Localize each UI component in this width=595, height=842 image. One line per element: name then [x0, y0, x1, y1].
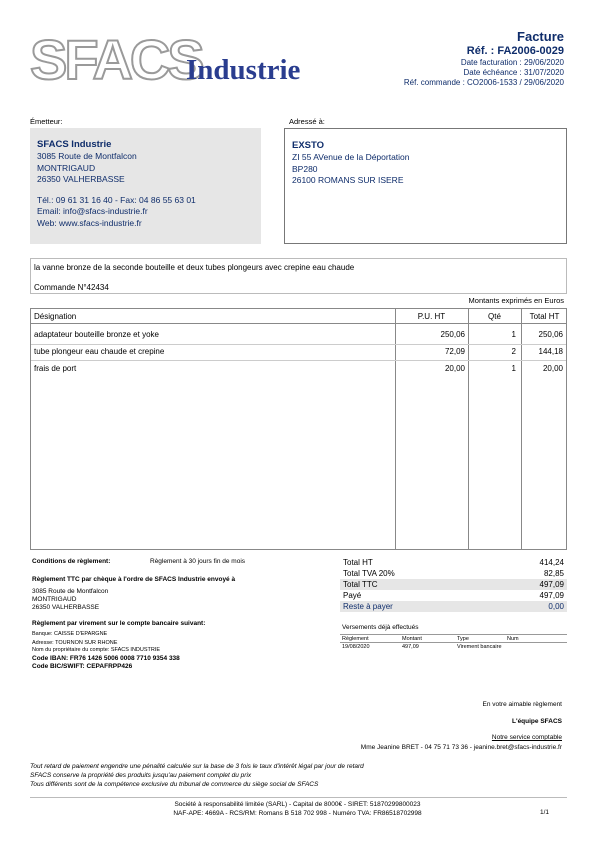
team-signature: L'équipe SFACS — [512, 718, 562, 725]
emitter-web: Web: www.sfacs-industrie.fr — [37, 217, 142, 228]
totals-block — [340, 557, 567, 612]
row-quantity: 1 — [511, 364, 516, 373]
company-logo — [30, 28, 320, 91]
invoice-date: Date facturation : 29/06/2020 — [460, 58, 564, 67]
accounting-contact: Mme Jeanine BRET - 04 75 71 73 36 - jeanine.bret@sfacs-industrie.fr — [360, 744, 562, 751]
payment-terms-label: Conditions de règlement: — [32, 558, 111, 565]
payment-terms — [32, 558, 110, 566]
accounting-service: Notre service comptable — [491, 734, 562, 741]
total-row: Total HT 414,24 — [343, 558, 564, 567]
order-number: Commande N°42434 — [34, 283, 109, 292]
emitter-address3: 26350 VALHERBASSE — [37, 174, 125, 184]
invoice-title: Facture — [517, 29, 564, 44]
row-unit-price: 72,09 — [444, 347, 465, 356]
payments-col-date: Règlement — [342, 636, 369, 642]
recipient-address1: ZI 55 AVenue de la Déportation — [292, 152, 410, 162]
emitter-address1: 3085 Route de Montfalcon — [37, 151, 137, 161]
bank-name: Banque: CAISSE D'EPARGNE — [32, 631, 108, 637]
due-date: Date échéance : 31/07/2020 — [463, 68, 564, 77]
bank-address: Adresse: TOURNON SUR RHONE — [32, 640, 118, 646]
emitter-email: Email: info@sfacs-industrie.fr — [37, 206, 148, 216]
payment-terms-value: Règlement à 30 jours fin de mois — [150, 558, 246, 565]
cheque-address1: 3085 Route de Montfalcon — [32, 588, 109, 595]
emitter-address2: MONTRIGAUD — [37, 162, 96, 173]
payments-col-amount: Montant — [402, 636, 422, 642]
invoice-header — [404, 29, 564, 88]
emitter-name: SFACS Industrie — [37, 139, 112, 150]
footer-registration: NAF-APE: 4669A - RCS/RM: Romans B 518 702 998 - Numéro TVA: FR86518702998 — [173, 810, 422, 817]
legal-notice: Tout retard de paiement engendre une pénalité calculée sur la base de 3 fois le taux d'intérêt légal par jour de retard SFACS conserve la propriété des produits jusqu'au paiement complet du prix Tous différents sont de la compétence exclusive du tribunal de commerce du siège social de SFACS — [30, 763, 364, 788]
account-holder: Nom du propriétaire du compte: SFACS INDUSTRIE — [32, 647, 161, 653]
transfer-title: Règlement par virement sur le compte bancaire suivant: — [32, 620, 206, 627]
header-designation: Désignation — [34, 312, 77, 321]
row-unit-price: 250,06 — [440, 330, 465, 339]
order-ref: Réf. commande : CO2006-1533 / 29/06/2020 — [403, 78, 564, 87]
cheque-title: Règlement TTC par chèque à l'ordre de SFACS Industrie envoyé à — [32, 576, 236, 583]
currency-note: Montants exprimés en Euros — [468, 296, 564, 305]
iban: Code IBAN: FR76 1426 5006 0008 7710 9354 338 — [32, 655, 180, 662]
row-total: 144,18 — [538, 347, 563, 356]
recipient-label: Adressé à: — [289, 117, 325, 126]
row-unit-price: 20,00 — [444, 364, 465, 373]
total-row: Payé 497,09 — [343, 591, 564, 600]
logo-suffix: Industrie — [186, 54, 301, 86]
payments-col-type: Type — [457, 636, 469, 642]
payments-header — [340, 634, 567, 643]
logo-wordmark: SFACS — [30, 28, 202, 91]
payments-col-num: Num — [507, 636, 519, 642]
row-total: 20,00 — [542, 364, 563, 373]
row-quantity: 1 — [511, 330, 516, 339]
emitter-box — [30, 128, 261, 244]
cheque-address2: MONTRIGAUD — [32, 596, 77, 603]
header-total: Total HT — [529, 312, 560, 321]
bic-swift: Code BIC/SWIFT: CEPAFRPP426 — [32, 663, 133, 670]
recipient-address3: 26100 ROMANS SUR ISERE — [292, 175, 404, 185]
row-designation: adaptateur bouteille bronze et yoke — [34, 330, 159, 339]
header-quantity: Qté — [488, 312, 501, 321]
total-row: Reste à payer 0,00 — [340, 601, 567, 612]
recipient-address2: BP280 — [292, 163, 318, 174]
row-quantity: 2 — [511, 347, 516, 356]
total-row: Total TVA 20% 82,85 — [343, 569, 564, 578]
row-total: 250,06 — [538, 330, 563, 339]
description-line: la vanne bronze de la seconde bouteille et deux tubes plongeurs avec crepine eau chaude — [34, 263, 355, 272]
total-row: Total TTC 497,09 — [340, 579, 567, 590]
emitter-phone: Tél.: 09 61 31 16 40 - Fax: 04 86 55 63 01 — [37, 194, 196, 205]
payment-row: 19/08/2020 497,09 Virement bancaire — [342, 644, 502, 650]
row-designation: frais de port — [34, 364, 77, 373]
cheque-address3: 26350 VALHERBASSE — [32, 604, 100, 611]
payments-title: Versements déjà effectués — [342, 624, 419, 631]
items-table — [30, 308, 567, 550]
footer-company-info: Société à responsabilité limitée (SARL) - Capital de 8000€ - SIRET: 51870299800023 — [174, 801, 421, 808]
header-unit-price: P.U. HT — [417, 312, 446, 321]
row-designation: tube plongeur eau chaude et crepine — [34, 347, 165, 356]
recipient-name: EXSTO — [292, 140, 325, 151]
recipient-box — [284, 128, 567, 244]
invoice-ref: Réf. : FA2006-0029 — [466, 45, 564, 57]
page-number: 1/1 — [539, 809, 549, 816]
invoice-description — [30, 258, 567, 294]
greeting: En votre aimable règlement — [482, 701, 562, 708]
emitter-label: Émetteur: — [30, 117, 63, 126]
